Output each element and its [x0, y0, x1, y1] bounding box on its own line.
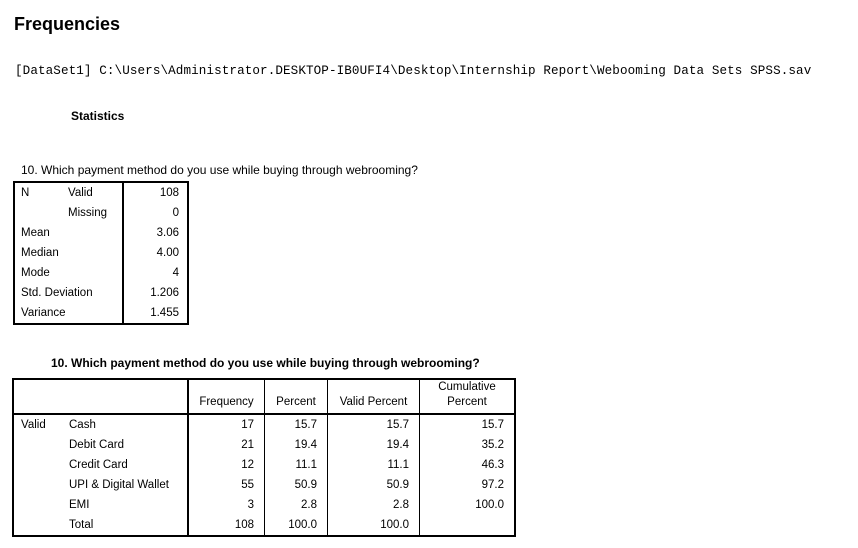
cell-valid-percent: 100.0	[328, 515, 420, 536]
cell-frequency: 108	[188, 515, 265, 536]
cell-valid-percent: 15.7	[328, 414, 420, 435]
frequency-table	[12, 378, 516, 537]
cell-percent: 50.9	[265, 475, 328, 495]
cell-cumulative-percent: 100.0	[420, 495, 516, 515]
stats-value: 1.206	[123, 283, 188, 303]
header-frequency: Frequency	[188, 379, 265, 414]
cell-percent: 2.8	[265, 495, 328, 515]
row-group-label: Valid	[21, 419, 46, 431]
header-cumulative-percent	[420, 379, 516, 414]
table-row	[13, 475, 515, 495]
cell-cumulative-percent: 97.2	[420, 475, 516, 495]
cell-frequency: 55	[188, 475, 265, 495]
frequency-header-row	[13, 379, 515, 414]
cell-percent: 11.1	[265, 455, 328, 475]
stats-value: 4	[123, 263, 188, 283]
table-row-total	[13, 515, 515, 536]
table-row	[13, 414, 515, 435]
cell-percent: 19.4	[265, 435, 328, 455]
frequency-table-title: 10. Which payment method do you use while buying through webrooming?	[51, 356, 480, 370]
table-row	[13, 495, 515, 515]
cell-valid-percent: 2.8	[328, 495, 420, 515]
cell-frequency: 21	[188, 435, 265, 455]
cell-frequency: 12	[188, 455, 265, 475]
cell-percent: 15.7	[265, 414, 328, 435]
header-valid-percent: Valid Percent	[328, 379, 420, 414]
header-percent: Percent	[265, 379, 328, 414]
row-label: Total	[69, 519, 94, 531]
page-title: Frequencies	[14, 14, 121, 34]
statistics-table	[13, 181, 189, 325]
stats-label: Variance	[21, 307, 66, 319]
cell-cumulative-percent: 15.7	[420, 414, 516, 435]
stats-value: 1.455	[123, 303, 188, 324]
stats-value: 3.06	[123, 223, 188, 243]
stats-row-std-deviation	[14, 283, 188, 303]
stats-row-mean	[14, 223, 188, 243]
table-row	[13, 435, 515, 455]
stats-value: 108	[123, 182, 188, 203]
cell-cumulative-percent	[420, 515, 516, 536]
stats-label: Std. Deviation	[21, 287, 93, 299]
cell-cumulative-percent: 46.3	[420, 455, 516, 475]
row-label: EMI	[69, 499, 90, 511]
stats-label: N	[21, 187, 30, 199]
row-label: Debit Card	[69, 439, 124, 451]
stats-row-n-valid	[14, 182, 188, 203]
stats-sublabel: Valid	[68, 187, 93, 199]
cell-valid-percent: 50.9	[328, 475, 420, 495]
stats-value: 4.00	[123, 243, 188, 263]
header-cumulative-line2: Percent	[447, 396, 487, 408]
cell-frequency: 17	[188, 414, 265, 435]
stats-row-mode	[14, 263, 188, 283]
row-label: Cash	[69, 419, 96, 431]
stats-row-n-missing	[14, 203, 188, 223]
stats-label: Mode	[21, 267, 50, 279]
header-cumulative-line1: Cumulative	[438, 381, 496, 393]
statistics-title: Statistics	[71, 109, 125, 123]
stats-sublabel: Missing	[68, 207, 107, 219]
cell-valid-percent: 19.4	[328, 435, 420, 455]
dataset-path: [DataSet1] C:\Users\Administrator.DESKTOP-IB0UFI4\Desktop\Internship Report\Webooming Data Sets SPSS.sav	[15, 64, 812, 78]
stats-label: Mean	[21, 227, 50, 239]
statistics-caption: 10. Which payment method do you use while buying through webrooming?	[21, 163, 418, 177]
cell-valid-percent: 11.1	[328, 455, 420, 475]
cell-cumulative-percent: 35.2	[420, 435, 516, 455]
cell-percent: 100.0	[265, 515, 328, 536]
stats-label	[14, 203, 68, 223]
stats-row-median	[14, 243, 188, 263]
table-row	[13, 455, 515, 475]
header-blank	[13, 379, 188, 414]
cell-frequency: 3	[188, 495, 265, 515]
stats-label: Median	[21, 247, 59, 259]
stats-row-variance	[14, 303, 188, 324]
row-label: Credit Card	[69, 459, 128, 471]
row-label: UPI & Digital Wallet	[69, 479, 169, 491]
stats-value: 0	[123, 203, 188, 223]
